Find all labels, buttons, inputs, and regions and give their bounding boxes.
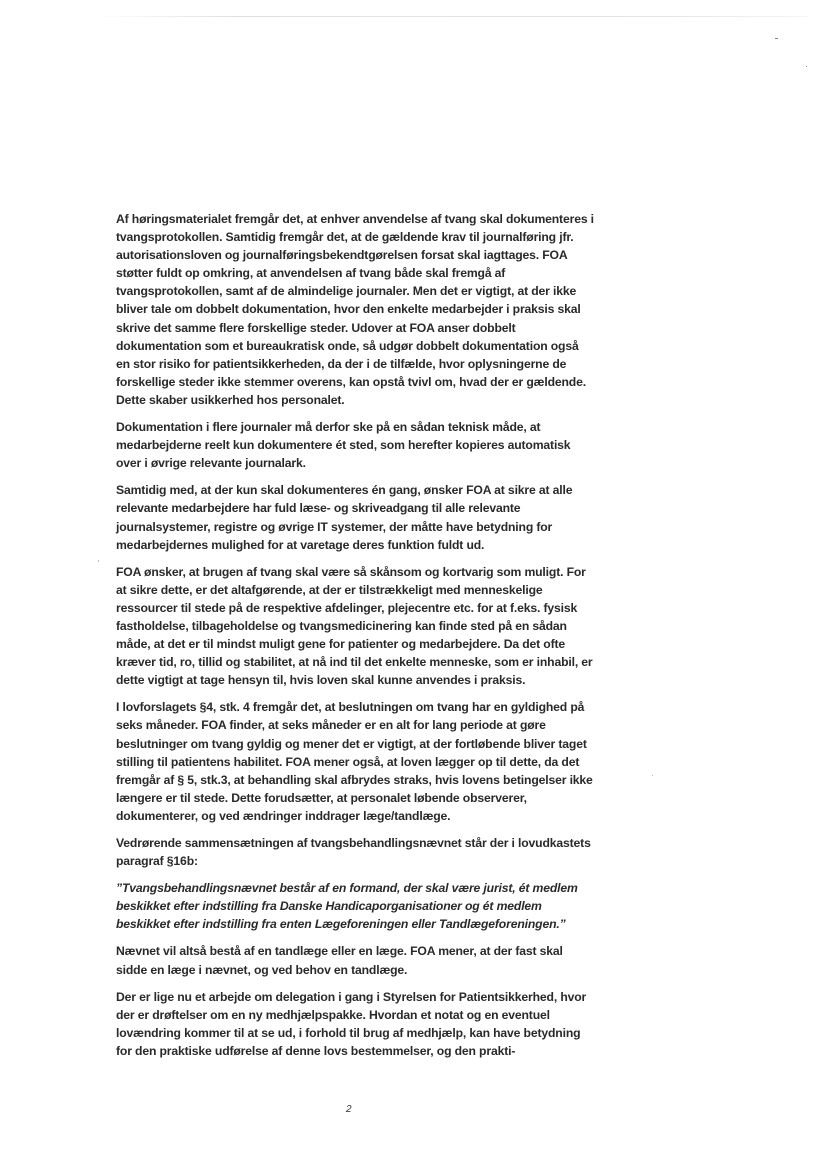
paragraph-quote: ”Tvangsbehandlingsnævnet består af en formand, der skal være jurist, ét medlem beskikket efter indstilling fra Danske Handicaporganisationer og ét medlem beskikket efter indstilling fra enten Lægeforeningen eller Tandlægeforeningen.” [116, 881, 578, 932]
scan-speck [98, 560, 99, 562]
paragraph-adgang: Samtidig med, at der kun skal dokumenteres én gang, ønsker FOA at sikre at alle relevante medarbejdere har fuld læse- og skriveadgang til alle relevante journalsystemer, registre og øvrige IT systemer, der måtte have betydning for medarbejdernes mulighed for at varetage deres funktion fuldt ud. [116, 483, 573, 552]
page-number: 2 [346, 1104, 352, 1115]
paragraph-naevn-saml: Nævnet vil altså bestå af en tandlæge eller en læge. FOA mener, at der fast skal sidde en læge i nævnet, og ved behov en tandlæge. [116, 944, 563, 977]
paragraph-dobbelt-dokumentation: Af høringsmaterialet fremgår det, at enhver anvendelse af tvang skal dokumenteres i tvangsprotokollen. Samtidig fremgår det, at de gældende krav til journalføring jfr. autorisationsloven og journalføringsbekendtgørelsen forsat skal iagttages. FOA støtter fuldt op omkring, at anvendelsen af tvang både skal fremgå af tvangsprotokollen, samt af de almindelige journaler. Men det er vigtigt, at der ikke bliver tale om dobbelt dokumentation, hvor den enkelte medarbejder i praksis skal skrive det samme flere forskellige steder. Udover at FOA anser dobbelt dokumentation som et bureaukratisk onde, så udgør dobbelt dokumentation også en stor risiko for patientsikkerheden, da der i de tilfælde, hvor oplysningerne de forskellige steder ikke stemmer overens, kan opstå tvivl om, hvad der er gældende. Dette skaber usikkerhed hos personalet. [116, 212, 594, 407]
scan-speck [775, 38, 778, 39]
paragraph-journaler: Dokumentation i flere journaler må derfor ske på en sådan teknisk måde, at medarbejderne reelt kun dokumentere ét sted, som herefter kopieres automatisk over i øvrige relevante journalark. [116, 420, 571, 471]
scan-edge-line [92, 16, 808, 17]
scan-speck [806, 66, 807, 67]
paragraph-ressourcer: FOA ønsker, at brugen af tvang skal være så skånsom og kortvarig som muligt. For at sikre dette, er det altafgørende, at der er tilstrækkeligt med menneskelige ressourcer til stede på de respektive afdelinger, plejecentre etc. for at f.eks. fysisk fastholdelse, tilbageholdelse og tvangsmedicinering kan finde sted på en sådan måde, at det er til mindst muligt gene for patienter og medarbejdere. Da det ofte kræver tid, ro, tillid og stabilitet, at nå ind til det enkelte menneske, som er inhabil, er dette vigtigt at tage hensyn til, hvis loven skal kunne anvendes i praksis. [116, 564, 593, 688]
scan-speck [652, 775, 653, 776]
paragraph-delegation: Der er lige nu et arbejde om delegation i gang i Styrelsen for Patientsikkerhed, hvor der er drøftelser om en ny medhjælpspakke. Hvordan et notat og en eventuel lovændring kommer til at se ud, i forhold til brug af medhjælp, kan have betydning for den praktiske udførelse af denne lovs bestemmelser, og den prakti- [116, 989, 587, 1058]
paragraph-gyldighed: I lovforslagets §4, stk. 4 fremgår det, at beslutningen om tvang har en gyldighed på seks måneder. FOA finder, at seks måneder er en alt for lang periode at gøre beslutninger om tvang gyldig og mener det er vigtigt, at der fortløbende bliver taget stilling til patientens habilitet. FOA mener også, at loven lægger op til dette, da det fremgår af § 5, stk.3, at behandling skal afbrydes straks, hvis lovens betingelser ikke længere er til stede. Dette forudsætter, at personalet løbende observerer, dokumenterer, og ved ændringer inddrager læge/tandlæge. [116, 700, 593, 823]
paragraph-naevn-intro: Vedrørende sammensætningen af tvangsbehandlingsnævnet står der i lovudkastets paragraf §16b: [116, 836, 591, 869]
document-body [116, 210, 594, 1069]
